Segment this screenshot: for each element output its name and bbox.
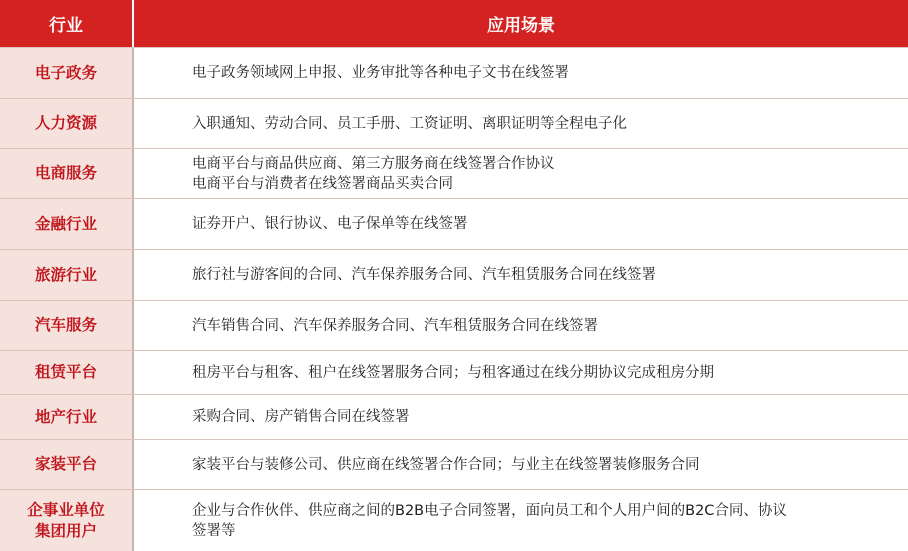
scene-text: 入职通知、劳动合同、员工手册、工资证明、离职证明等全程电子化 (192, 115, 627, 132)
industry-label: 地产行业 (34, 407, 97, 426)
scene-cell (134, 149, 908, 198)
industry-cell (0, 490, 134, 551)
scene-text: 签署等 (192, 522, 236, 539)
table-row (0, 198, 908, 249)
table-row (0, 98, 908, 148)
industry-label: 集团用户 (34, 521, 97, 540)
scene-cell (134, 351, 908, 394)
scene-text: 租房平台与租客、租户在线签署服务合同；与租客通过在线分期协议完成租房分期 (192, 364, 714, 381)
industry-cell (0, 301, 134, 350)
industry-cell (0, 351, 134, 394)
industry-label: 家装平台 (34, 455, 97, 473)
industry-label: 汽车服务 (34, 316, 97, 334)
scene-cell (134, 395, 908, 439)
header-scene: 应用场景 (487, 16, 555, 36)
table-row (0, 489, 908, 551)
scene-text: 电商平台与消费者在线签署商品买卖合同 (192, 175, 453, 192)
industry-cell (0, 99, 134, 148)
scene-text: 电商平台与商品供应商、第三方服务商在线签署合作协议 (192, 155, 555, 172)
industry-cell (0, 440, 134, 489)
industry-label: 金融行业 (34, 214, 97, 233)
table-row (0, 148, 908, 198)
industry-cell (0, 250, 134, 300)
scene-cell (134, 440, 908, 489)
table-row (0, 439, 908, 489)
industry-label: 租赁平台 (34, 363, 97, 381)
scene-text: 企业与合作伙伴、供应商之间的B2B电子合同签署，面向员工和个人用户间的B2C合同、协议 (192, 502, 787, 519)
scene-cell (134, 199, 908, 249)
scene-text: 旅行社与游客间的合同、汽车保养服务合同、汽车租赁服务合同在线签署 (192, 267, 656, 283)
table-header (0, 0, 908, 47)
scene-cell (134, 490, 908, 551)
scene-cell (134, 48, 908, 98)
table-row (0, 300, 908, 350)
scene-cell (134, 99, 908, 148)
table-row (0, 350, 908, 394)
scene-text: 证券开户、银行协议、电子保单等在线签署 (192, 216, 468, 232)
scene-text: 采购合同、房产销售合同在线签署 (192, 409, 410, 425)
scene-text: 家装平台与装修公司、供应商在线签署合作合同；与业主在线签署装修服务合同 (192, 456, 700, 473)
scene-text: 电子政务领域网上申报、业务审批等各种电子文书在线签署 (192, 65, 569, 81)
industry-label: 企事业单位 (27, 500, 105, 519)
table-row (0, 394, 908, 439)
table-row (0, 47, 908, 98)
industry-label: 人力资源 (34, 114, 97, 132)
header-industry: 行业 (0, 0, 134, 47)
industry-label: 旅游行业 (34, 265, 97, 284)
industry-cell (0, 48, 134, 98)
scene-cell (134, 301, 908, 350)
scene-text: 汽车销售合同、汽车保养服务合同、汽车租赁服务合同在线签署 (192, 317, 598, 334)
industry-cell (0, 395, 134, 439)
industry-cell (0, 199, 134, 249)
industry-label: 电子政务 (34, 63, 97, 82)
industry-label: 电商服务 (34, 164, 97, 182)
industry-cell (0, 149, 134, 198)
scene-cell (134, 250, 908, 300)
table-row (0, 249, 908, 300)
